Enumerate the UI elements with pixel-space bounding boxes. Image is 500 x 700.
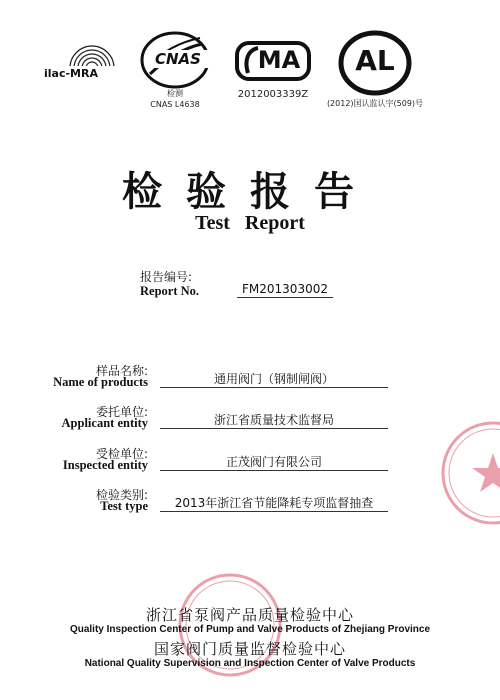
field-value-applicant: 浙江省质量技术监督局 [160, 412, 388, 429]
cnas-logo [140, 30, 210, 90]
report-title-cn: 检验报告 [122, 168, 378, 215]
footer-center-name-en-1: Quality Inspection Center of Pump and Valve Products of Zhejiang Province [69, 624, 431, 635]
cnas-logo-text: CNAS [146, 50, 210, 68]
report-no-label-en: Report No. [140, 284, 200, 298]
cnas-caption-code: CNAS L4638 [150, 100, 200, 109]
report-no-label-cn: 报告编号: [140, 270, 193, 284]
field-label-cn-products: 样品名称: [95, 364, 148, 378]
field-label-en-products: Name of products [53, 375, 148, 389]
field-value-inspected: 正茂阀门有限公司 [160, 454, 388, 471]
cma-logo [234, 40, 312, 82]
field-value-test-type: 2013年浙江省节能降耗专项监督抽查 [160, 495, 388, 512]
field-label-en-applicant: Applicant entity [61, 416, 148, 430]
official-seal-right [438, 418, 500, 528]
cnas-caption-cn: 检测 [167, 89, 183, 98]
report-title-en: Test Report [195, 212, 305, 234]
field-label-cn-inspected: 受检单位: [95, 447, 148, 461]
cal-logo-text: AL [355, 44, 395, 77]
cal-caption: (2012)国认监认字(509)号 [326, 99, 424, 108]
cma-caption: 2012003339Z [237, 89, 309, 100]
field-label-cn-test-type: 检验类别: [95, 488, 148, 502]
footer-center-name-en-2: National Quality Supervision and Inspection Center of Valve Products [84, 658, 416, 669]
field-value-products: 通用阀门（钢制闸阀） [160, 371, 388, 388]
footer-center-name-cn-1: 浙江省泵阀产品质量检验中心 [145, 606, 354, 624]
field-label-en-test-type: Test type [100, 499, 148, 513]
cma-logo-text: MA [257, 46, 301, 74]
cal-logo [338, 30, 412, 96]
field-label-en-inspected: Inspected entity [62, 458, 148, 472]
field-label-cn-applicant: 委托单位: [95, 405, 148, 419]
ilac-mra-logo [40, 38, 118, 88]
footer-center-name-cn-2: 国家阀门质量监督检验中心 [153, 640, 346, 658]
ilac-logo-text: ilac-MRA [44, 67, 98, 80]
report-no-value: FM201303002 [237, 281, 333, 298]
